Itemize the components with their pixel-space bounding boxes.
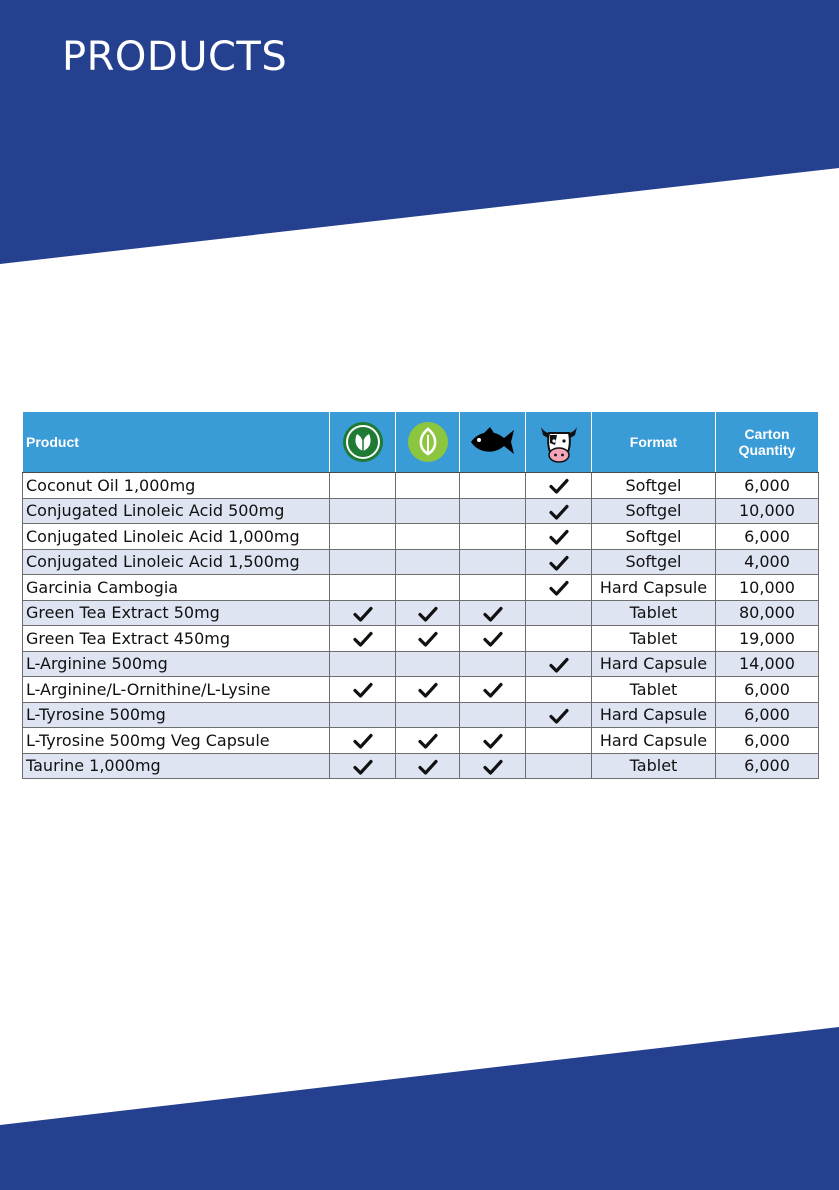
checkmark-icon bbox=[418, 631, 438, 647]
checkmark-icon bbox=[483, 631, 503, 647]
vegan-cell bbox=[330, 651, 396, 677]
checkmark-icon bbox=[353, 733, 373, 749]
cow-cell bbox=[526, 575, 592, 601]
format-cell: Softgel bbox=[592, 473, 716, 499]
table-row bbox=[23, 651, 819, 677]
checkmark-icon bbox=[353, 606, 373, 622]
product-name-cell: Conjugated Linoleic Acid 1,000mg bbox=[23, 524, 330, 550]
table-row bbox=[23, 549, 819, 575]
vegan-header bbox=[330, 412, 396, 473]
checkmark-icon bbox=[483, 606, 503, 622]
fish-cell bbox=[460, 651, 526, 677]
carton-quantity-cell: 14,000 bbox=[716, 651, 819, 677]
carton-quantity-cell: 80,000 bbox=[716, 600, 819, 626]
vegan-cell bbox=[330, 626, 396, 652]
fish-cell bbox=[460, 600, 526, 626]
vegetarian-cell bbox=[396, 753, 460, 779]
carton-quantity-cell: 6,000 bbox=[716, 753, 819, 779]
vegetarian-cell bbox=[396, 549, 460, 575]
table-row bbox=[23, 753, 819, 779]
vegan-cell bbox=[330, 498, 396, 524]
vegetarian-cell bbox=[396, 473, 460, 499]
checkmark-icon bbox=[549, 478, 569, 494]
product-name-cell: Garcinia Cambogia bbox=[23, 575, 330, 601]
checkmark-icon bbox=[353, 759, 373, 775]
product-name-cell: L-Arginine 500mg bbox=[23, 651, 330, 677]
checkmark-icon bbox=[549, 504, 569, 520]
vegetarian-cell bbox=[396, 524, 460, 550]
fish-cell bbox=[460, 677, 526, 703]
format-cell: Softgel bbox=[592, 498, 716, 524]
checkmark-icon bbox=[418, 606, 438, 622]
carton-quantity-cell: 6,000 bbox=[716, 473, 819, 499]
vegan-cell bbox=[330, 753, 396, 779]
fish-cell bbox=[460, 575, 526, 601]
carton-quantity-cell: 19,000 bbox=[716, 626, 819, 652]
carton-header-line1: Carton bbox=[744, 426, 790, 442]
fish-cell bbox=[460, 728, 526, 754]
vegetarian-cell bbox=[396, 651, 460, 677]
cow-icon bbox=[535, 419, 583, 465]
product-name-cell: L-Tyrosine 500mg bbox=[23, 702, 330, 728]
fish-cell bbox=[460, 626, 526, 652]
format-cell: Tablet bbox=[592, 600, 716, 626]
checkmark-icon bbox=[483, 733, 503, 749]
format-cell: Hard Capsule bbox=[592, 728, 716, 754]
checkmark-icon bbox=[418, 733, 438, 749]
product-name-cell: Green Tea Extract 50mg bbox=[23, 600, 330, 626]
fish-cell bbox=[460, 702, 526, 728]
carton-quantity-cell: 4,000 bbox=[716, 549, 819, 575]
carton-quantity-cell: 6,000 bbox=[716, 524, 819, 550]
product-name-cell: Conjugated Linoleic Acid 1,500mg bbox=[23, 549, 330, 575]
vegan-cell bbox=[330, 600, 396, 626]
vegetarian-cell bbox=[396, 677, 460, 703]
cow-cell bbox=[526, 702, 592, 728]
product-header: Product bbox=[23, 412, 330, 473]
page-title: PRODUCTS bbox=[62, 34, 288, 80]
fish-cell bbox=[460, 753, 526, 779]
cow-cell bbox=[526, 753, 592, 779]
carton-quantity-cell: 10,000 bbox=[716, 575, 819, 601]
vegan-cell bbox=[330, 702, 396, 728]
product-name-cell: Taurine 1,000mg bbox=[23, 753, 330, 779]
checkmark-icon bbox=[549, 708, 569, 724]
cow-cell bbox=[526, 498, 592, 524]
fish-cell bbox=[460, 473, 526, 499]
vegan-cell bbox=[330, 473, 396, 499]
checkmark-icon bbox=[549, 555, 569, 571]
cow-cell bbox=[526, 626, 592, 652]
fish-cell bbox=[460, 524, 526, 550]
carton-quantity-cell: 6,000 bbox=[716, 728, 819, 754]
product-name-cell: L-Arginine/L-Ornithine/L-Lysine bbox=[23, 677, 330, 703]
product-name-cell: L-Tyrosine 500mg Veg Capsule bbox=[23, 728, 330, 754]
cow-cell bbox=[526, 524, 592, 550]
checkmark-icon bbox=[418, 759, 438, 775]
cow-header bbox=[526, 412, 592, 473]
checkmark-icon bbox=[353, 631, 373, 647]
bottom-band bbox=[0, 1027, 839, 1190]
vegan-cell bbox=[330, 677, 396, 703]
vegetarian-cell bbox=[396, 626, 460, 652]
fish-header bbox=[460, 412, 526, 473]
cow-cell bbox=[526, 651, 592, 677]
format-cell: Hard Capsule bbox=[592, 651, 716, 677]
vegetarian-cell bbox=[396, 575, 460, 601]
vegan-cell bbox=[330, 575, 396, 601]
fish-cell bbox=[460, 498, 526, 524]
vegetarian-cell bbox=[396, 600, 460, 626]
table-row bbox=[23, 702, 819, 728]
table-header-row bbox=[23, 412, 819, 473]
checkmark-icon bbox=[353, 682, 373, 698]
product-name-cell: Green Tea Extract 450mg bbox=[23, 626, 330, 652]
checkmark-icon bbox=[418, 682, 438, 698]
vegetarian-cell bbox=[396, 702, 460, 728]
vegetarian-cell bbox=[396, 728, 460, 754]
format-header: Format bbox=[592, 412, 716, 473]
checkmark-icon bbox=[549, 580, 569, 596]
checkmark-icon bbox=[483, 682, 503, 698]
table-row bbox=[23, 498, 819, 524]
table-row bbox=[23, 524, 819, 550]
vegan-cell bbox=[330, 549, 396, 575]
checkmark-icon bbox=[549, 529, 569, 545]
vegetarian-leaf-icon bbox=[407, 421, 449, 463]
product-name-cell: Coconut Oil 1,000mg bbox=[23, 473, 330, 499]
carton-quantity-cell: 10,000 bbox=[716, 498, 819, 524]
format-cell: Hard Capsule bbox=[592, 702, 716, 728]
vegan-icon bbox=[342, 421, 384, 463]
vegan-cell bbox=[330, 524, 396, 550]
cow-cell bbox=[526, 549, 592, 575]
fish-cell bbox=[460, 549, 526, 575]
table-row bbox=[23, 575, 819, 601]
cow-cell bbox=[526, 728, 592, 754]
format-cell: Softgel bbox=[592, 549, 716, 575]
carton-quantity-header bbox=[716, 412, 819, 473]
cow-cell bbox=[526, 600, 592, 626]
checkmark-icon bbox=[549, 657, 569, 673]
carton-header-line2: Quantity bbox=[738, 442, 796, 458]
cow-cell bbox=[526, 473, 592, 499]
table-row bbox=[23, 677, 819, 703]
format-cell: Softgel bbox=[592, 524, 716, 550]
vegetarian-header bbox=[396, 412, 460, 473]
table-row bbox=[23, 728, 819, 754]
table-row bbox=[23, 600, 819, 626]
products-table bbox=[22, 411, 819, 779]
table-row bbox=[23, 473, 819, 499]
cow-cell bbox=[526, 677, 592, 703]
carton-quantity-cell: 6,000 bbox=[716, 677, 819, 703]
product-name-cell: Conjugated Linoleic Acid 500mg bbox=[23, 498, 330, 524]
table-row bbox=[23, 626, 819, 652]
format-cell: Tablet bbox=[592, 753, 716, 779]
vegan-cell bbox=[330, 728, 396, 754]
carton-quantity-cell: 6,000 bbox=[716, 702, 819, 728]
vegetarian-cell bbox=[396, 498, 460, 524]
format-cell: Tablet bbox=[592, 626, 716, 652]
fish-icon bbox=[468, 425, 518, 459]
format-cell: Hard Capsule bbox=[592, 575, 716, 601]
format-cell: Tablet bbox=[592, 677, 716, 703]
checkmark-icon bbox=[483, 759, 503, 775]
